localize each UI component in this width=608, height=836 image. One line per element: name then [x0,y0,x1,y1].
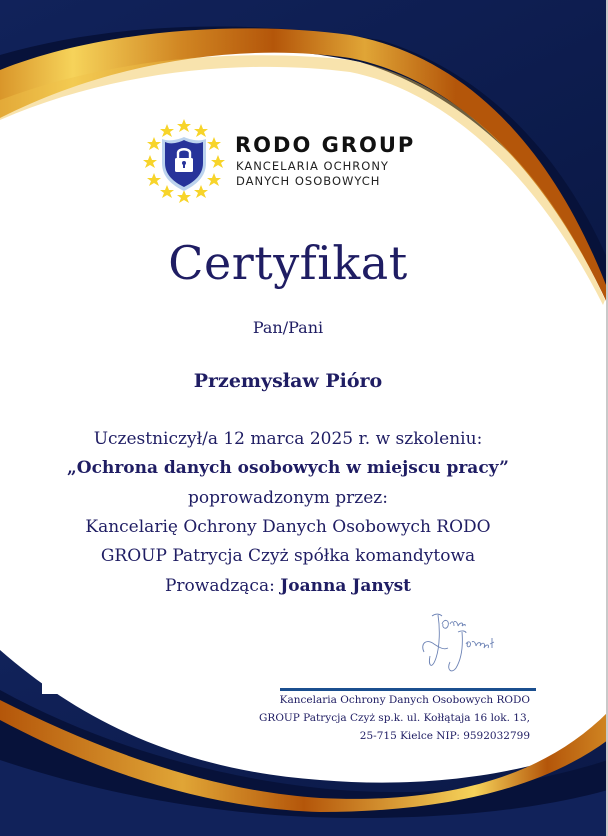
conducted-by-label: poprowadzonym przez: [188,488,388,508]
rodo-group-logo [143,117,416,207]
instructor-label: Prowadząca: [164,576,275,596]
footer-address-line3: 25-715 Kielce NIP: 9592032799 [359,730,530,742]
instructor-name: Joanna Janyst [280,576,412,596]
recipient-name: Przemysław Pióro [193,370,383,392]
salutation: Pan/Pani [252,318,324,337]
logo-title: RODO GROUP [235,133,416,157]
logo-subtitle-line2: DANYCH OSOBOWYCH [236,174,381,188]
organizer-line1: Kancelarię Ochrony Danych Osobowych RODO [85,517,491,537]
logo-subtitle-line1: KANCELARIA OCHRONY [236,159,389,173]
signature-rule [280,688,536,691]
certificate-title: Certyfikat [168,236,408,290]
instructor-line [0,576,576,596]
handwritten-signature [418,608,512,678]
organizer-line2: GROUP Patrycja Czyż spółka komandytowa [100,546,476,566]
course-title: „Ochrona danych osobowych w miejscu pracy” [67,458,509,478]
footer-address-line2: GROUP Patrycja Czyż sp.k. ul. Kołłątaja 16 lok. 13, [259,712,530,724]
footer-address-line1: Kancelaria Ochrony Danych Osobowych RODO [279,694,530,706]
shield-padlock-icon [143,117,225,205]
participation-line: Uczestniczył/a 12 marca 2025 r. w szkoleniu: [93,429,483,449]
